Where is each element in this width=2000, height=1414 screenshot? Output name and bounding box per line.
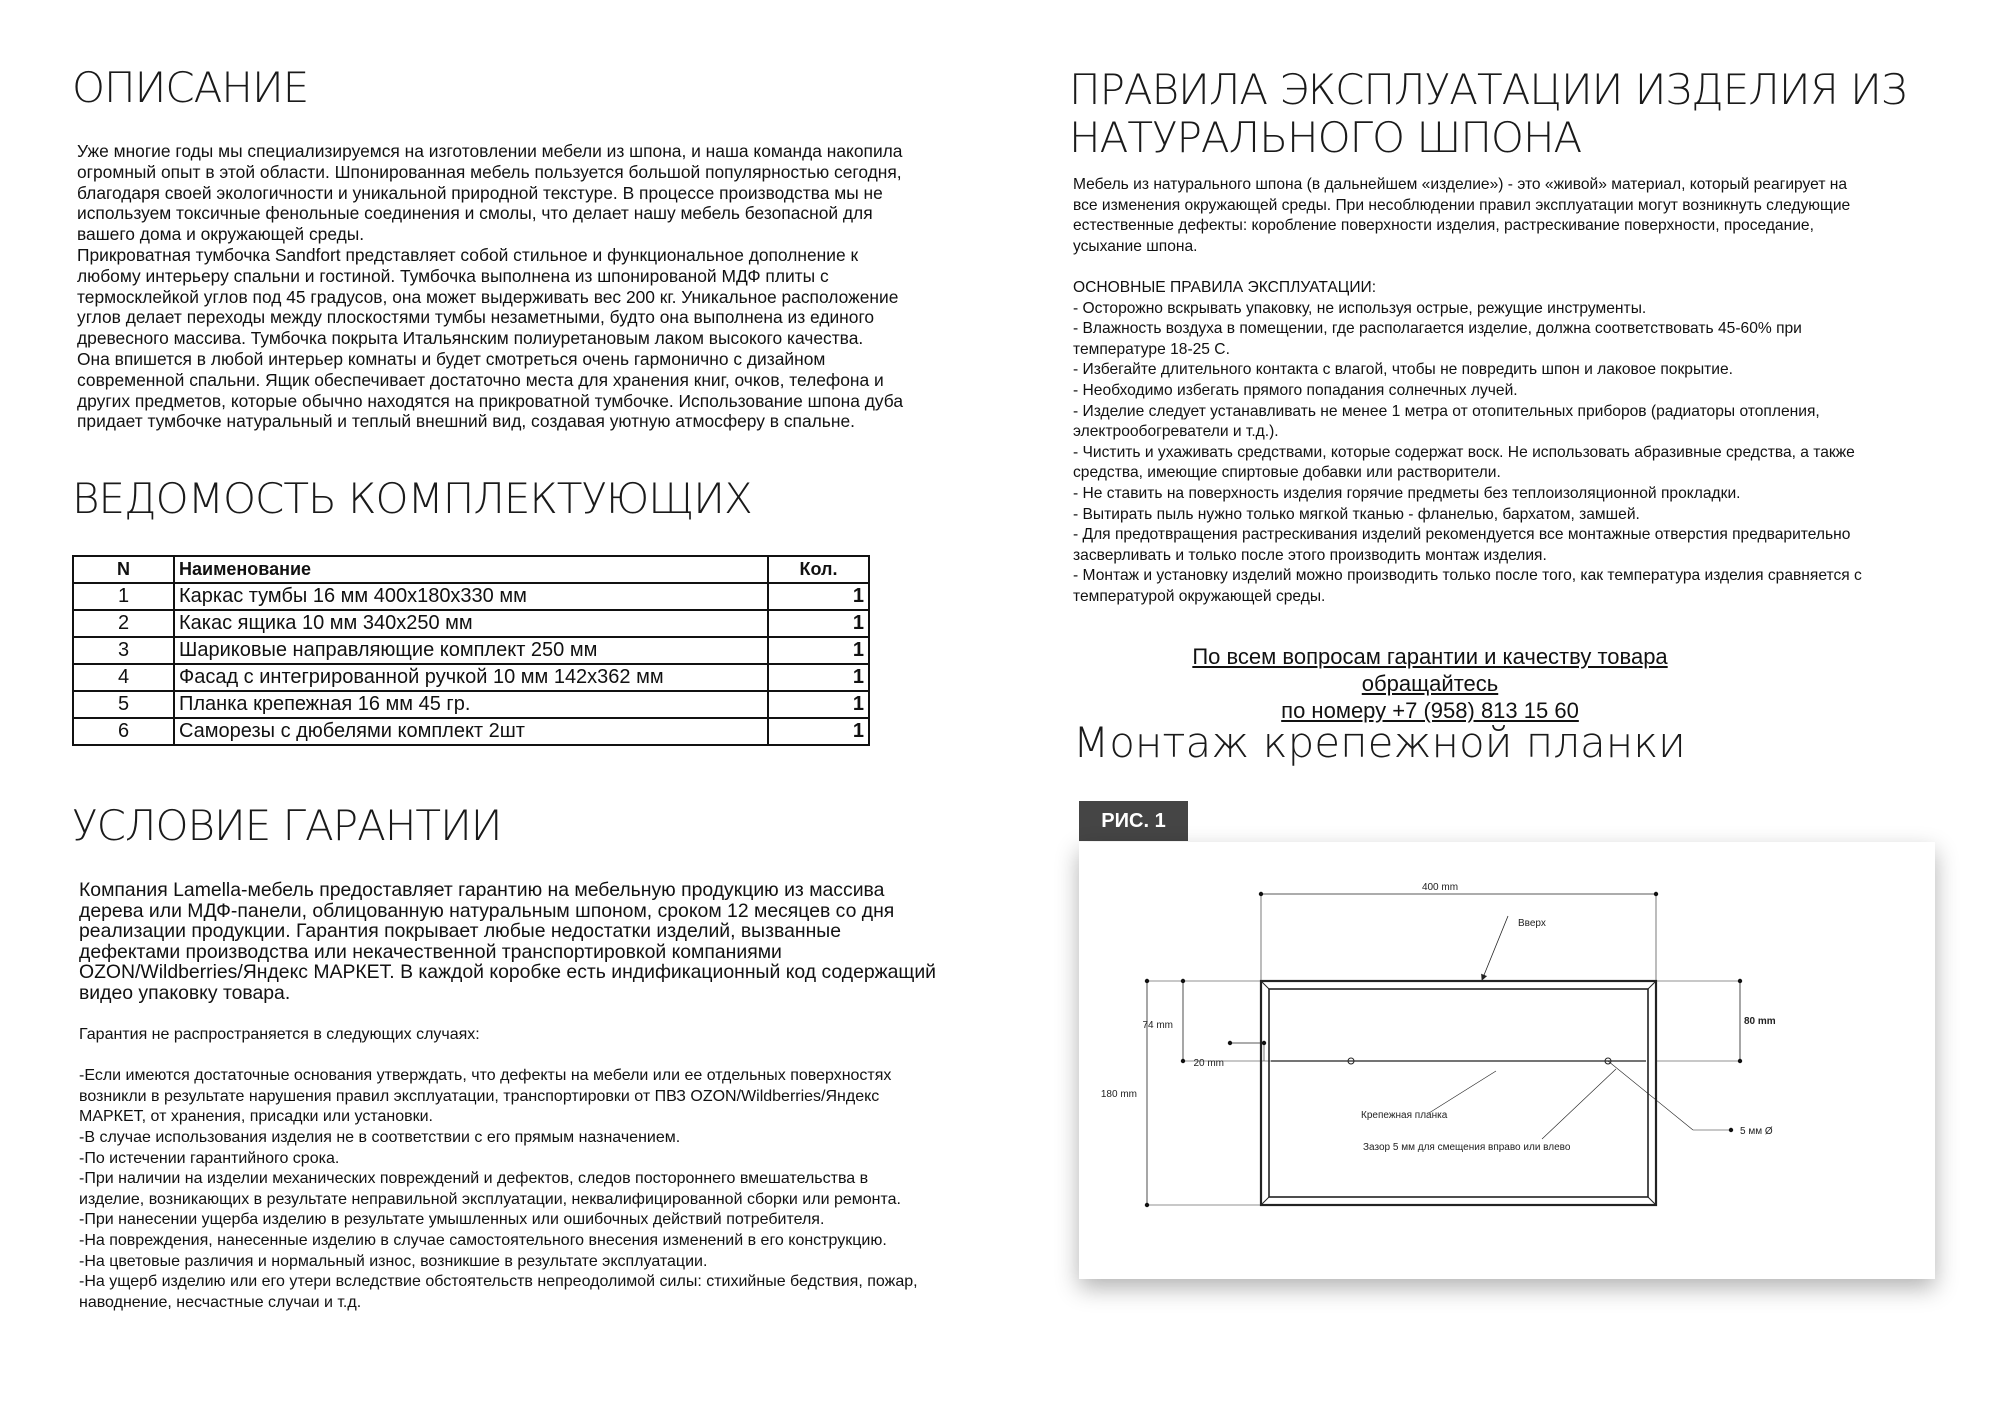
header-name: Наименование <box>174 556 768 583</box>
rules-list: ОСНОВНЫЕ ПРАВИЛА ЭКСПЛУАТАЦИИ: - Осторожно вскрывать упаковку, не используя острые, режущие инструменты. - Влажность воздуха в помещении, где располагается изделие, должна соответствовать 45-60% при температуре 18-25 С. - Избегайте длительного контакта с влагой, чтобы не повредить шпон и лаковое покрытие. - Необходимо избегать прямого попадания солнечных лучей. - Изделие следует устанавливать не менее 1 метра от отопительных приборов (радиаторы отопления, электрообогреватели и т.д.). - Чистить и ухаживать средствами, которые содержат воск. Не использовать абразивные средства, а также средства, имеющие спиртовые добавки или растворители. - Не ставить на поверхность изделия горячие предметы без теплоизоляционной прокладки. - Вытирать пыль нужно только мягкой тканью - фланелью, бархатом, замшей. - Для предотвращения растрескивания изделий рекомендуется все монтажные отверстия предварительно засверливать и только после этого производить монтаж изделия. - Монтаж и установку изделий можно производить только после того, как температура изделия сравняется с температурой окружающей среды. <box>1073 279 1862 605</box>
panel-inner <box>1269 989 1648 1197</box>
parts-title: ВЕДОМОСТЬ КОМПЛЕКТУЮЩИХ <box>72 474 752 523</box>
row-n: 2 <box>73 610 174 637</box>
label-20: 20 mm <box>1193 1058 1224 1069</box>
row-qty: 1 <box>768 691 869 718</box>
row-n: 4 <box>73 664 174 691</box>
label-gap: Зазор 5 мм для смещения вправо или влево <box>1363 1142 1571 1153</box>
table-row <box>73 691 869 718</box>
table-row <box>73 637 869 664</box>
row-name: Планка крепежная 16 мм 45 гр. <box>174 691 768 718</box>
label-74: 74 mm <box>1142 1020 1173 1031</box>
header-n: N <box>73 556 174 583</box>
mounting-title: Монтаж крепежной планки <box>1073 718 1686 767</box>
warranty-title: УСЛОВИЕ ГАРАНТИИ <box>72 801 502 850</box>
parts-table-header <box>73 556 869 583</box>
label-hole: 5 мм Ø <box>1740 1126 1773 1137</box>
row-name: Фасад с интегрированной ручкой 10 мм 142х362 мм <box>174 664 768 691</box>
label-plank: Крепежная планка <box>1361 1110 1448 1121</box>
mounting-diagram-svg <box>1079 842 1935 1279</box>
row-qty: 1 <box>768 637 869 664</box>
table-row <box>73 718 869 745</box>
row-name: Каркас тумбы 16 мм 400х180х330 мм <box>174 583 768 610</box>
warranty-intro: Компания Lamella-мебель предоставляет гарантию на мебельную продукцию из массива дерева или МДФ-панели, облицованную натуральным шпоном, сроком 12 месяцев со дня реализации продукции. Гарантия покрывает любые недостатки изделий, вызванные дефектами производства или некачественной транспортировкой компаниями OZON/Wildberries/Яндекс МАРКЕТ. В каждой коробке есть индификационный код содержащий видео упаковку товара. <box>79 879 937 1004</box>
parts-table <box>72 555 870 746</box>
row-n: 6 <box>73 718 174 745</box>
row-qty: 1 <box>768 718 869 745</box>
rules-intro: Мебель из натурального шпона (в дальнейшем «изделие») - это «живой» материал, который реагирует на все изменения окружающей среды. При несоблюдении правил эксплуатации могут возникнуть следующие естественные дефекты: коробление поверхности изделия, растрескивание поверхности, проседание, усыхание шпона. <box>1073 176 1851 255</box>
label-400: 400 mm <box>1421 882 1459 893</box>
row-name: Шариковые направляющие комплект 250 мм <box>174 637 768 664</box>
label-up: Вверх <box>1518 918 1546 929</box>
panel-outer <box>1261 981 1656 1205</box>
row-n: 3 <box>73 637 174 664</box>
row-n: 1 <box>73 583 174 610</box>
row-qty: 1 <box>768 664 869 691</box>
contact-phone[interactable]: по номеру +7 (958) 813 15 60 <box>1281 698 1579 723</box>
contact-line-1: По всем вопросам гарантии и качеству товара обращайтесь <box>1192 644 1668 696</box>
row-qty: 1 <box>768 583 869 610</box>
figure-badge: РИС. 1 <box>1079 801 1188 841</box>
row-n: 5 <box>73 691 174 718</box>
rules-title: ПРАВИЛА ЭКСПЛУАТАЦИИ ИЗДЕЛИЯ ИЗ НАТУРАЛЬНОГО ШПОНА <box>1069 65 1907 162</box>
label-80: 80 mm <box>1744 1016 1776 1027</box>
description-text: Уже многие годы мы специализируемся на изготовлении мебели из шпона, и наша команда накопила огромный опыт в этой области. Шпонированная мебель пользуется большой популярностью сегодня, благодаря своей экологичности и уникальной природной текстуре. В процессе производства мы не используем токсичные фенольные соединения и смолы, что делает нашу мебель безопасной для вашего дома и окружающей среды. Прикроватная тумбочка Sandfort представляет собой стильное и функциональное дополнение к любому интерьеру спальни и гостиной. Тумбочка выполнена из шпонированой МДФ плиты с термосклейкой углов под 45 градусов, она может выдерживать вес 200 кг. Уникальное расположение углов делает переходы между плоскостями тумбы незаметными, будто она выполнена из единого древесного массива. Тумбочка покрыта Итальянским полиуретановым лаком высокого качества. Она впишется в любой интерьер комнаты и будет смотреться очень гармонично с дизайном современной спальни. Ящик обеспечивает достаточно места для хранения книг, очков, телефона и других предметов, которые обычно находятся на прикроватной тумбочке. Использование шпона дуба придает тумбочке натуральный и теплый внешний вид, создавая уютную атмосферу в спальне. <box>77 141 904 432</box>
table-row <box>73 583 869 610</box>
description-title: ОПИСАНИЕ <box>72 63 309 112</box>
row-name: Какас ящика 10 мм 340х250 мм <box>174 610 768 637</box>
table-row <box>73 610 869 637</box>
warranty-exclusions: Гарантия не распространяется в следующих случаях: -Если имеются достаточные основания утверждать, что дефекты на мебели или ее отдельных поверхностях возникли в результате нарушения правил эксплуатации, транспортировки от ПВЗ OZON/Wildberries/Яндекс МАРКЕТ, от хранения, присадки или установки. -В случае использования изделия не в соответствии с его прямым назначением. -По истечении гарантийного срока. -При наличии на изделии механических повреждений и дефектов, следов постороннего вмешательства в изделие, возникающих в результате неправильной эксплуатации, неквалифицированной сборки или ремонта. -При нанесении ущерба изделию в результате умышленных или ошибочных действий потребителя. -На повреждения, нанесенные изделию в случае самостоятельного внесения изменений в его конструкцию. -На цветовые различия и нормальный износ, возникшие в результате эксплуатации. -На ущерб изделию или его утери вследствие обстоятельств непреодолимой силы: стихийные бедствия, пожар, наводнение, несчастные случаи и т.д. <box>79 1026 918 1311</box>
header-qty: Кол. <box>768 556 869 583</box>
mounting-diagram <box>1079 842 1935 1279</box>
row-name: Саморезы с дюбелями комплект 2шт <box>174 718 768 745</box>
row-qty: 1 <box>768 610 869 637</box>
table-row <box>73 664 869 691</box>
contact-info <box>1130 643 1730 724</box>
label-180: 180 mm <box>1100 1089 1137 1100</box>
